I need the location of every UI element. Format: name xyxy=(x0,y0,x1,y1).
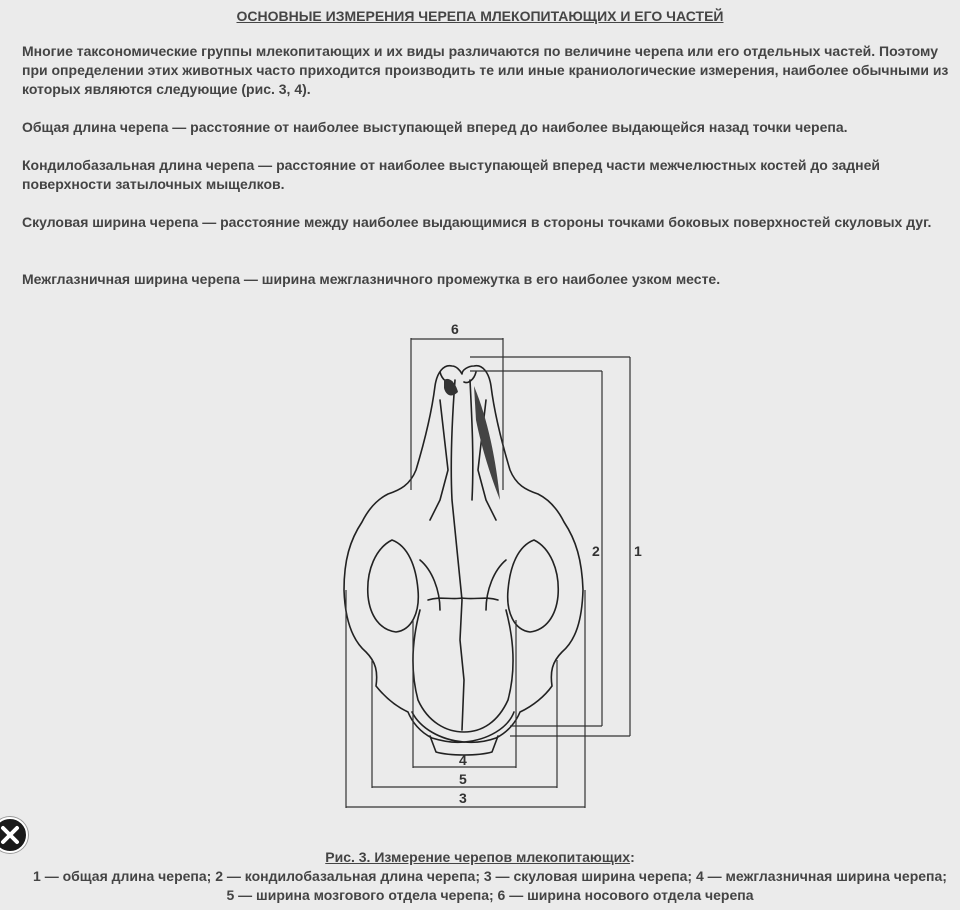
figure-caption-body: 1 — общая длина черепа; 2 — кондилобазальная длина черепа; 3 — скуловая ширина черепа; 4 — межглазничная ширина черепа; 5 — ширина мозгового отдела черепа; 6 — ширина носового отдела черепа xyxy=(33,868,947,903)
label-6: 6 xyxy=(451,321,459,337)
close-button[interactable] xyxy=(0,817,28,853)
label-3: 3 xyxy=(459,790,467,806)
total-length-paragraph: Общая длина черепа — расстояние от наиболее выступающей вперед до наиболее выдающейся назад точки черепа. xyxy=(22,119,848,135)
zygomatic-width-paragraph: Скуловая ширина черепа — расстояние между наиболее выдающимися в стороны точками боковых поверхностей скуловых дуг. xyxy=(22,214,932,230)
figure-caption-title-colon: : xyxy=(630,849,635,865)
label-5: 5 xyxy=(459,771,467,787)
figure-caption-title-text: Рис. 3. Измерение черепов млекопитающих xyxy=(325,849,631,865)
page-title: ОСНОВНЫЕ ИЗМЕРЕНИЯ ЧЕРЕПА МЛЕКОПИТАЮЩИХ И ЕГО ЧАСТЕЙ xyxy=(236,8,724,24)
close-icon xyxy=(0,825,20,845)
label-2: 2 xyxy=(592,543,600,559)
condylobasal-length-paragraph: Кондилобазальная длина черепа — расстояние от наиболее выступающей вперед части межчелюстных костей до задней поверхности затылочных мыщелков. xyxy=(22,157,880,192)
interorbital-width-paragraph: Межглазничная ширина черепа — ширина межглазничного промежутка в его наиболее узком месте. xyxy=(22,271,721,287)
intro-paragraph: Многие таксономические группы млекопитающих и их виды различаются по величине черепа или его отдельных частей. Поэтому при определении этих животных часто приходится производить те или иные краниологические измерения, наиболее обычными из которых являются следующие (рис. 3, 4). xyxy=(22,43,949,97)
skull-drawing xyxy=(300,312,660,817)
skull-measurement-figure xyxy=(300,312,660,817)
figure-caption-title xyxy=(0,849,960,865)
label-1: 1 xyxy=(634,543,642,559)
label-4: 4 xyxy=(459,752,467,768)
